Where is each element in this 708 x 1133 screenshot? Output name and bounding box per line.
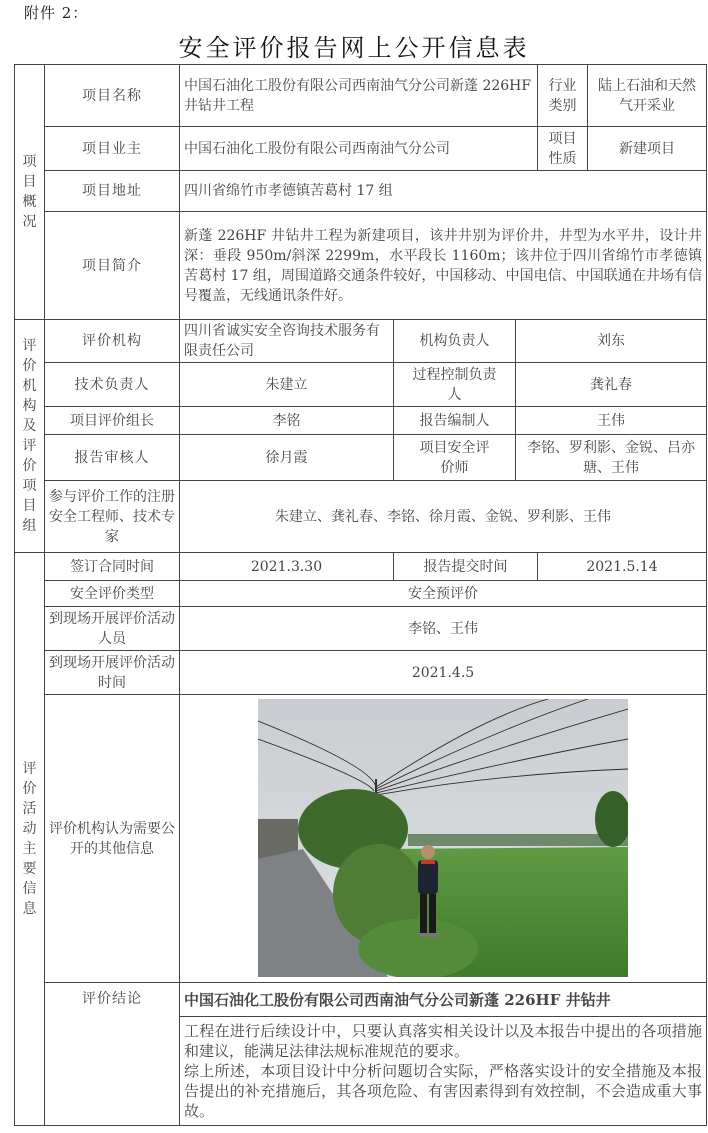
site-photo-graphic [258,699,628,977]
project-address-label: 项目地址 [45,171,180,212]
submit-date-label: 报告提交时间 [394,553,538,581]
other-info-label: 评价机构认为需要公开的其他信息 [45,695,180,983]
team-leader-value: 李铭 [180,407,394,435]
info-table [14,64,707,1126]
contract-date-label: 签订合同时间 [45,553,180,581]
conclusion-body [180,1017,707,1126]
nature-value: 新建项目 [588,127,707,171]
project-intro-label: 项目简介 [45,212,180,320]
industry-label: 行业类别 [538,65,588,127]
engineers-value: 朱建立、龚礼春、李铭、徐月霞、金锐、罗利影、王伟 [180,481,707,553]
section-overview: 项目概况 [15,65,45,320]
tech-head-label: 技术负责人 [45,363,180,407]
org-label: 评价机构 [45,320,180,363]
org-value: 四川省诚实安全咨询技术服务有限责任公司 [180,320,394,363]
assessor-label: 项目安全评价师 [394,435,516,481]
project-owner-value: 中国石油化工股份有限公司西南油气分公司 [180,127,538,171]
industry-value: 陆上石油和天然气开采业 [588,65,707,127]
attachment-label: 附件 2： [24,4,89,22]
assessor-value: 李铭、罗利影、金锐、吕亦瑭、王伟 [516,435,707,481]
page-title: 安全评价报告网上公开信息表 [178,34,530,62]
report-author-label: 报告编制人 [394,407,516,435]
site-photo [258,699,628,977]
reviewer-value: 徐月霞 [180,435,394,481]
other-info-cell [180,695,707,983]
section-agency: 评价机构及评价项目组 [15,320,45,553]
conclusion-heading: 中国石油化工股份有限公司西南油气分公司新蓬 226HF 井钻井 [180,983,707,1017]
site-date-label: 到现场开展评价活动时间 [45,651,180,695]
conclusion-paragraph-2: 综上所述，本项目设计中分析问题切合实际，严格落实设计的安全措施及本报告提出的补充措施后，其各项危险、有害因素得到有效控制，不会造成重大事故。 [184,1062,702,1120]
eval-type-value: 安全预评价 [180,581,707,607]
site-staff-label: 到现场开展评价活动人员 [45,607,180,651]
project-name-label: 项目名称 [45,65,180,127]
tech-head-value: 朱建立 [180,363,394,407]
org-head-value: 刘东 [516,320,707,363]
team-leader-label: 项目评价组长 [45,407,180,435]
site-date-value: 2021.4.5 [180,651,707,695]
report-author-value: 王伟 [516,407,707,435]
process-control-value: 龚礼春 [516,363,707,407]
contract-date-value: 2021.3.30 [180,553,394,581]
nature-label: 项目性质 [538,127,588,171]
org-head-label: 机构负责人 [394,320,516,363]
engineers-label: 参与评价工作的注册安全工程师、技术专家 [45,481,180,553]
project-intro-value: 新蓬 226HF 井钻井工程为新建项目，该井井别为评价井，井型为水平井，设计井深：垂段 950m/斜深 2299m，水平段长 1160m；该井位于四川省绵竹市孝德镇苦葛村 17 组，周围道路交通条件较好，中国移动、中国电信、中国联通在井场有信号覆盖，无线通讯条件好。 [180,212,707,320]
project-owner-label: 项目业主 [45,127,180,171]
eval-type-label: 安全评价类型 [45,581,180,607]
process-control-label: 过程控制负责人 [394,363,516,407]
site-staff-value: 李铭、王伟 [180,607,707,651]
submit-date-value: 2021.5.14 [538,553,707,581]
reviewer-label: 报告审核人 [45,435,180,481]
conclusion-label: 评价结论 [45,983,180,1126]
project-address-value: 四川省绵竹市孝德镇苦葛村 17 组 [180,171,707,212]
conclusion-paragraph-1: 工程在进行后续设计中，只要认真落实相关设计以及本报告中提出的各项措施和建议，能满足法律法规标准规范的要求。 [184,1022,702,1060]
project-name-value: 中国石油化工股份有限公司西南油气分公司新蓬 226HF 井钻井工程 [180,65,538,127]
section-activity: 评价活动主要信息 [15,553,45,1126]
